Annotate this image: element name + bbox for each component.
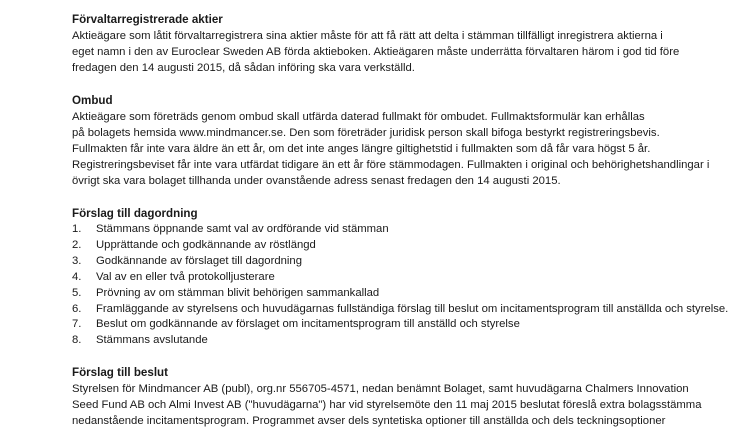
list-item bbox=[72, 333, 682, 349]
text-line: Styrelsen för Mindmancer AB (publ), org.nr 556705-4571, nedan benämnt Bolaget, samt huvudägarna Chalmers Innovation bbox=[72, 383, 689, 396]
section-proxy bbox=[72, 93, 710, 189]
item-number: 4. bbox=[72, 270, 82, 283]
item-text: Stämmans avslutande bbox=[96, 334, 208, 347]
item-text: Val av en eller två protokolljusterare bbox=[96, 270, 275, 283]
spacer bbox=[72, 349, 682, 365]
item-number: 6. bbox=[72, 302, 82, 315]
item-text: Beslut om godkännande av förslaget om incitamentsprogram till anställd och styrelse bbox=[96, 318, 520, 331]
item-text: Prövning av om stämman blivit behörigen sammankallad bbox=[96, 286, 380, 299]
item-number: 5. bbox=[72, 286, 82, 299]
list-item bbox=[72, 222, 682, 238]
document-page bbox=[72, 12, 729, 429]
list-item bbox=[72, 286, 682, 302]
item-text: Godkännande av förslaget till dagordning bbox=[96, 254, 302, 267]
text-line: Fullmakten får inte vara äldre än ett år, om det inte anges längre giltighetstid i fullmakten som då får vara högst 5 år. bbox=[72, 143, 651, 155]
section-heading: Förslag till dagordning bbox=[72, 207, 198, 220]
paragraph bbox=[72, 109, 710, 189]
section-agenda bbox=[72, 206, 729, 349]
text-line: fredagen den 14 augusti 2015, då sådan införing ska vara verkställd. bbox=[72, 62, 415, 74]
text-line: Registreringsbeviset får inte vara utfärdat tidigare än ett år före stämmodagen. Fullmakten i original och behörighetshandlingar i bbox=[72, 159, 710, 171]
text-line: på bolagets hemsida www.mindmancer.se. Den som företräder juridisk person skall bifoga bestyrkt registreringsbevis. bbox=[72, 127, 660, 139]
list-item bbox=[72, 317, 682, 333]
list-item bbox=[72, 254, 682, 270]
text-line: Aktieägare som låtit förvaltarregistrera sina aktier måste för att få rätt att delta i stämman tillfälligt inregistrera aktierna i bbox=[72, 30, 663, 42]
item-number: 1. bbox=[72, 223, 82, 235]
item-number: 7. bbox=[72, 318, 82, 331]
spacer bbox=[72, 189, 682, 206]
section-nominee-registered-shares bbox=[72, 12, 682, 76]
list-item bbox=[72, 270, 682, 286]
spacer bbox=[72, 76, 682, 93]
paragraph bbox=[72, 381, 702, 429]
section-heading: Förslag till beslut bbox=[72, 366, 168, 380]
text-line: övrigt ska vara bolaget tillhanda under ovanstående adress senast fredagen den 14 augusti 2015. bbox=[72, 175, 561, 187]
item-text: Upprättande och godkännande av röstlängd bbox=[96, 238, 316, 251]
list-item bbox=[72, 238, 682, 254]
item-number: 3. bbox=[72, 254, 82, 267]
text-line: nedanstående incitamentsprogram. Programmet avser dels syntetiska optioner till anställda och dels teckningsoptioner bbox=[72, 415, 666, 428]
paragraph bbox=[72, 28, 682, 76]
item-text: Framläggande av styrelsens och huvudägarnas fullständiga förslag till beslut om incitamentsprogram till anställda och styrelse. bbox=[96, 302, 729, 315]
text-line: eget namn i den av Euroclear Sweden AB förda aktieboken. Aktieägaren måste underrätta förvaltaren härom i god tid före bbox=[72, 46, 680, 58]
list-item bbox=[72, 302, 729, 318]
agenda-list bbox=[72, 222, 729, 349]
item-number: 8. bbox=[72, 334, 82, 347]
section-heading: Ombud bbox=[72, 94, 113, 107]
item-text: Stämmans öppnande samt val av ordförande vid stämman bbox=[96, 223, 389, 235]
section-heading: Förvaltarregistrerade aktier bbox=[72, 13, 223, 26]
section-proposals bbox=[72, 365, 702, 429]
text-line: Seed Fund AB och Almi Invest AB ("huvudägarna") har vid styrelsemöte den 11 maj 2015 beslutat föreslå extra bolagsstämma bbox=[72, 399, 702, 412]
text-line: Aktieägare som företräds genom ombud skall utfärda daterad fullmakt för ombudet. Fullmaktsformulär kan erhållas bbox=[72, 111, 645, 123]
item-number: 2. bbox=[72, 238, 82, 251]
